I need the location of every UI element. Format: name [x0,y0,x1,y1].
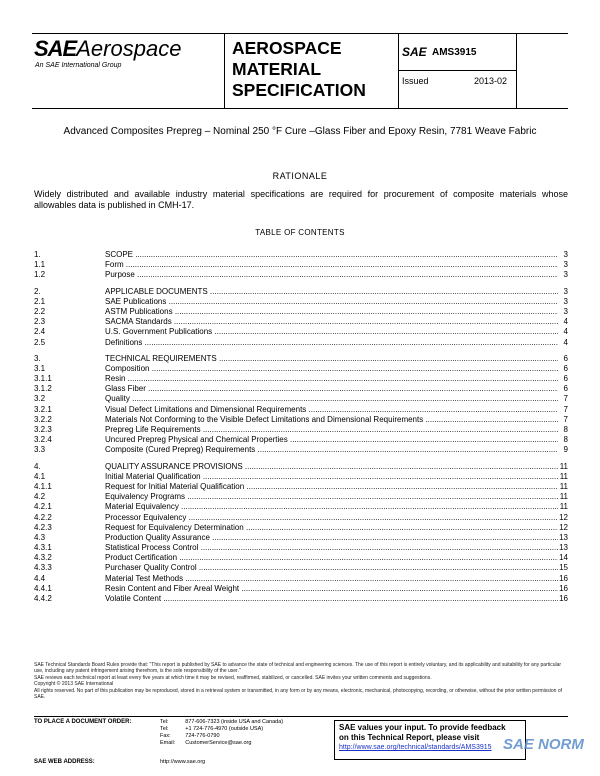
toc-entry-number: 3.1.2 [34,384,52,394]
contact-label: Tel: [160,726,169,732]
toc-entry[interactable] [34,394,568,404]
toc-entry-title: Purchaser Quality Control ..... [105,563,558,573]
toc-entry-number: 3.2.1 [34,404,52,414]
toc-entry-page: 6 [563,353,568,363]
toc-entry-page: 11 [559,502,568,512]
legal-footnote [34,662,568,700]
toc-entry[interactable] [34,502,568,512]
toc-entry-number: 2.2 [34,306,46,316]
toc-entry-page: 11 [559,471,568,481]
issued-label: Issued [402,76,429,86]
toc-entry-page: 6 [563,363,568,373]
toc-entry-title: Glass Fiber ..... [105,384,558,394]
toc-entry-number: 1.1 [34,260,46,270]
header-top-border [32,33,568,34]
toc-entry-number: 4.2.3 [34,522,52,532]
watermark-logo: SAE NORM [503,736,584,753]
toc-entry-number: 3. [34,353,41,363]
toc-entry-title: Materials Not Conforming to the Visible Defect Limitations and Dimensional Requirements ..... [105,415,558,425]
feedback-link[interactable]: http://www.sae.org/technical/standards/AMS3915 [339,744,492,751]
toc-entry-number: 3.1.1 [34,374,52,384]
toc-entry-number: 4.4.1 [34,583,52,593]
toc-entry-page: 3 [563,286,568,296]
toc-entry-page: 11 [559,481,568,491]
toc-entry-number: 3.2.3 [34,425,52,434]
toc-entry[interactable] [34,482,568,492]
toc-entry-page: 14 [559,553,568,563]
toc-entry-title: SACMA Standards ..... [105,317,558,327]
toc-entry[interactable] [34,523,568,533]
toc-entry[interactable] [34,354,568,364]
toc-entry[interactable] [34,364,568,374]
spec-title-line-2: MATERIAL [232,59,322,79]
toc-entry-title: Material Test Methods ..... [105,574,558,584]
toc-entry[interactable] [34,338,568,348]
toc-entry[interactable] [34,327,568,337]
table-of-contents [34,250,568,604]
logo-subtitle: An SAE International Group [35,62,122,69]
toc-entry-title: Request for Equivalency Determination ..... [105,523,558,533]
toc-entry-number: 3.2.2 [34,414,52,424]
toc-entry-number: 3.2 [34,394,46,404]
toc-entry[interactable] [34,584,568,594]
toc-entry-number: 4.4 [34,573,46,583]
toc-entry[interactable] [34,574,568,584]
toc-entry-number: 1.2 [34,270,46,280]
header-divider-3 [516,33,517,108]
web-address-link[interactable]: http://www.sae.org [160,759,206,765]
logo-sae: SAE [34,36,77,61]
spec-title [232,38,366,101]
toc-entry-number: 2.4 [34,327,46,337]
toc-entry[interactable] [34,384,568,394]
toc-entry[interactable] [34,513,568,523]
toc-entry-number: 4.2.1 [34,502,52,512]
contact-table [160,719,293,747]
toc-entry-page: 13 [559,543,568,553]
toc-entry[interactable] [34,287,568,297]
toc-entry-page: 11 [559,461,568,471]
toc-entry[interactable] [34,533,568,543]
toc-entry-number: 2. [34,286,41,296]
toc-entry-number: 3.1 [34,363,46,373]
contact-label: Tel: [160,719,169,725]
contact-row [160,740,293,747]
toc-entry-title: QUALITY ASSURANCE PROVISIONS ..... [105,462,558,472]
toc-entry[interactable] [34,405,568,415]
toc-entry-title: Resin ..... [105,374,558,384]
document-title: Advanced Composites Prepreg – Nominal 250 °F Cure –Glass Fiber and Epoxy Resin, 7781 Weave Fabric [63,126,537,137]
footnote-copyright: Copyright © 2013 SAE International [34,681,114,688]
order-label: TO PLACE A DOCUMENT ORDER: [34,719,132,725]
contact-label: Fax: [160,733,171,739]
toc-entry[interactable] [34,472,568,482]
toc-entry-page: 6 [563,374,568,384]
toc-entry-title: Processor Equivalency ..... [105,513,558,523]
toc-entry-page: 16 [559,583,568,593]
toc-entry-page: 7 [563,394,568,404]
toc-entry-page: 7 [563,414,568,424]
footnote-rules: SAE Technical Standards Board Rules provide that: "This report is published by SAE to advance the state of technical and engineering sciences. The use of this report is entirely voluntary, and its applicability and suitability for any particular use, including any patent infringement arising therefrom, is the sole responsibility of the user." [34,662,562,675]
toc-entry-page: 4 [563,317,568,327]
toc-entry-page: 8 [563,435,568,445]
toc-entry-number: 4.2.2 [34,512,52,522]
contact-row [160,733,293,740]
toc-entry-number: 4.3 [34,532,46,542]
toc-entry[interactable] [34,297,568,307]
toc-entry-title: APPLICABLE DOCUMENTS ..... [105,287,558,297]
spec-title-line-1: AEROSPACE [232,38,342,58]
toc-entry[interactable] [34,374,568,384]
toc-entry-page: 13 [559,532,568,542]
toc-entry-number: 4. [34,461,41,471]
toc-entry-title: Product Certification ..... [105,553,558,563]
issued-value: 2013-02 [474,76,508,86]
toc-entry-title: U.S. Government Publications ..... [105,327,558,337]
toc-entry[interactable] [34,250,568,260]
sae-aerospace-logo [34,38,181,60]
footnote-review: SAE reviews each technical report at least every five years at which time it may be revised, reaffirmed, stabilized, or cancelled. SAE invites your written comments and suggestions. [34,674,432,681]
toc-entry-title: Uncured Prepreg Physical and Chemical Properties ..... [105,435,558,445]
toc-entry[interactable] [34,270,568,280]
toc-entry[interactable] [34,543,568,553]
contact-value: +1 724-776-4970 (outside USA) [185,726,264,732]
toc-entry-page: 11 [559,492,568,502]
toc-entry-title: Prepreg Life Requirements ..... [105,425,558,435]
header-bottom-border [32,108,568,109]
toc-entry-title: Purpose ..... [105,270,558,280]
toc-entry-page: 9 [563,445,568,455]
toc-entry-title: Resin Content and Fiber Areal Weight ..... [105,584,558,594]
toc-entry-page: 3 [563,260,568,270]
toc-entry-number: 4.3.1 [34,543,52,553]
toc-entry-page: 6 [563,384,568,394]
toc-entry-number: 1. [34,250,41,259]
doc-number: AMS3915 [432,47,477,58]
toc-entry[interactable] [34,425,568,435]
toc-entry-title: Statistical Process Control ..... [105,543,558,553]
toc-entry-number: 2.1 [34,296,46,306]
toc-entry-number: 4.2 [34,492,46,502]
toc-entry-title: Composition ..... [105,364,558,374]
sae-mark-logo: SAE [402,45,427,59]
rationale-text: Widely distributed and available industry material specifications are required for procurement of composite materials whose allowables data is published in CMH-17. [34,189,568,210]
toc-entry-title: Visual Defect Limitations and Dimensional Requirements ..... [105,405,558,415]
toc-entry-number: 3.2.4 [34,435,52,445]
toc-entry[interactable] [34,317,568,327]
toc-entry-title: Initial Material Qualification ..... [105,472,558,482]
toc-entry[interactable] [34,415,568,425]
toc-entry[interactable] [34,435,568,445]
toc-entry[interactable] [34,492,568,502]
toc-entry-title: Definitions ..... [105,338,558,348]
header-divider-1 [224,33,225,108]
toc-entry-title: Production Quality Assurance ..... [105,533,558,543]
toc-entry-page: 15 [559,563,568,573]
toc-entry-page: 16 [559,594,568,603]
toc-entry-title: Composite (Cured Prepreg) Requirements ..... [105,445,558,455]
spec-title-line-3: SPECIFICATION [232,80,366,100]
toc-entry-title: Form ..... [105,260,558,270]
toc-entry[interactable] [34,307,568,317]
toc-entry-page: 16 [559,573,568,583]
toc-entry-page: 12 [559,522,568,532]
toc-entry-title: Equivalency Programs ..... [105,492,558,502]
toc-entry-title: SAE Publications ..... [105,297,558,307]
toc-entry-title: Request for Initial Material Qualification ..... [105,482,558,492]
toc-entry-title: TECHNICAL REQUIREMENTS ..... [105,354,558,364]
contact-email-link[interactable]: CustomerService@sae.org [185,740,252,746]
toc-entry-page: 4 [563,327,568,337]
toc-entry-page: 12 [559,512,568,522]
toc-entry[interactable] [34,563,568,573]
toc-entry-number: 4.3.3 [34,563,52,573]
toc-entry-number: 4.3.2 [34,553,52,563]
toc-entry[interactable] [34,260,568,270]
toc-entry-page: 3 [563,306,568,316]
rationale-heading: RATIONALE [272,171,328,181]
toc-entry-title: Material Equivalency ..... [105,502,558,512]
feedback-line-2: on this Technical Report, please visit [339,733,480,742]
feedback-box [334,720,526,760]
toc-entry-number: 4.4.2 [34,594,52,603]
toc-entry[interactable] [34,553,568,563]
toc-entry-number: 2.5 [34,337,46,347]
feedback-line-1: SAE values your input. To provide feedback [339,723,506,732]
toc-entry-page: 4 [563,337,568,347]
contact-value: 724-776-0790 [185,733,220,739]
footer-divider [34,716,568,717]
toc-entry-page: 8 [563,425,568,434]
toc-entry-page: 3 [563,270,568,280]
toc-entry-title: Volatile Content ..... [105,594,558,604]
toc-heading: TABLE OF CONTENTS [255,228,345,237]
toc-entry[interactable] [34,594,568,604]
web-address-label: SAE WEB ADDRESS: [34,759,95,765]
contact-value: 877-606-7323 (inside USA and Canada) [185,719,284,725]
contact-label: Email: [160,740,176,746]
toc-entry-number: 3.3 [34,445,46,455]
toc-entry-title: SCOPE ..... [105,250,558,260]
toc-entry-title: ASTM Publications ..... [105,307,558,317]
toc-entry-title: Quality ..... [105,394,558,404]
toc-entry[interactable] [34,462,568,472]
logo-aerospace: Aerospace [76,36,182,61]
toc-entry[interactable] [34,445,568,455]
contact-row [160,719,293,726]
contact-row [160,726,293,733]
toc-entry-page: 7 [563,404,568,414]
toc-entry-number: 4.1.1 [34,481,52,491]
header-docnum-divider [398,70,516,71]
toc-entry-page: 3 [563,296,568,306]
toc-entry-number: 2.3 [34,317,46,327]
footnote-rights: All rights reserved. No part of this publication may be reproduced, stored in a retrieval system or transmitted, in any form or by any means, electronic, mechanical, photocopying, recording, or otherwise, without the prior written permission of SAE. [34,687,563,701]
toc-entry-page: 3 [563,250,568,259]
toc-entry-number: 4.1 [34,471,46,481]
